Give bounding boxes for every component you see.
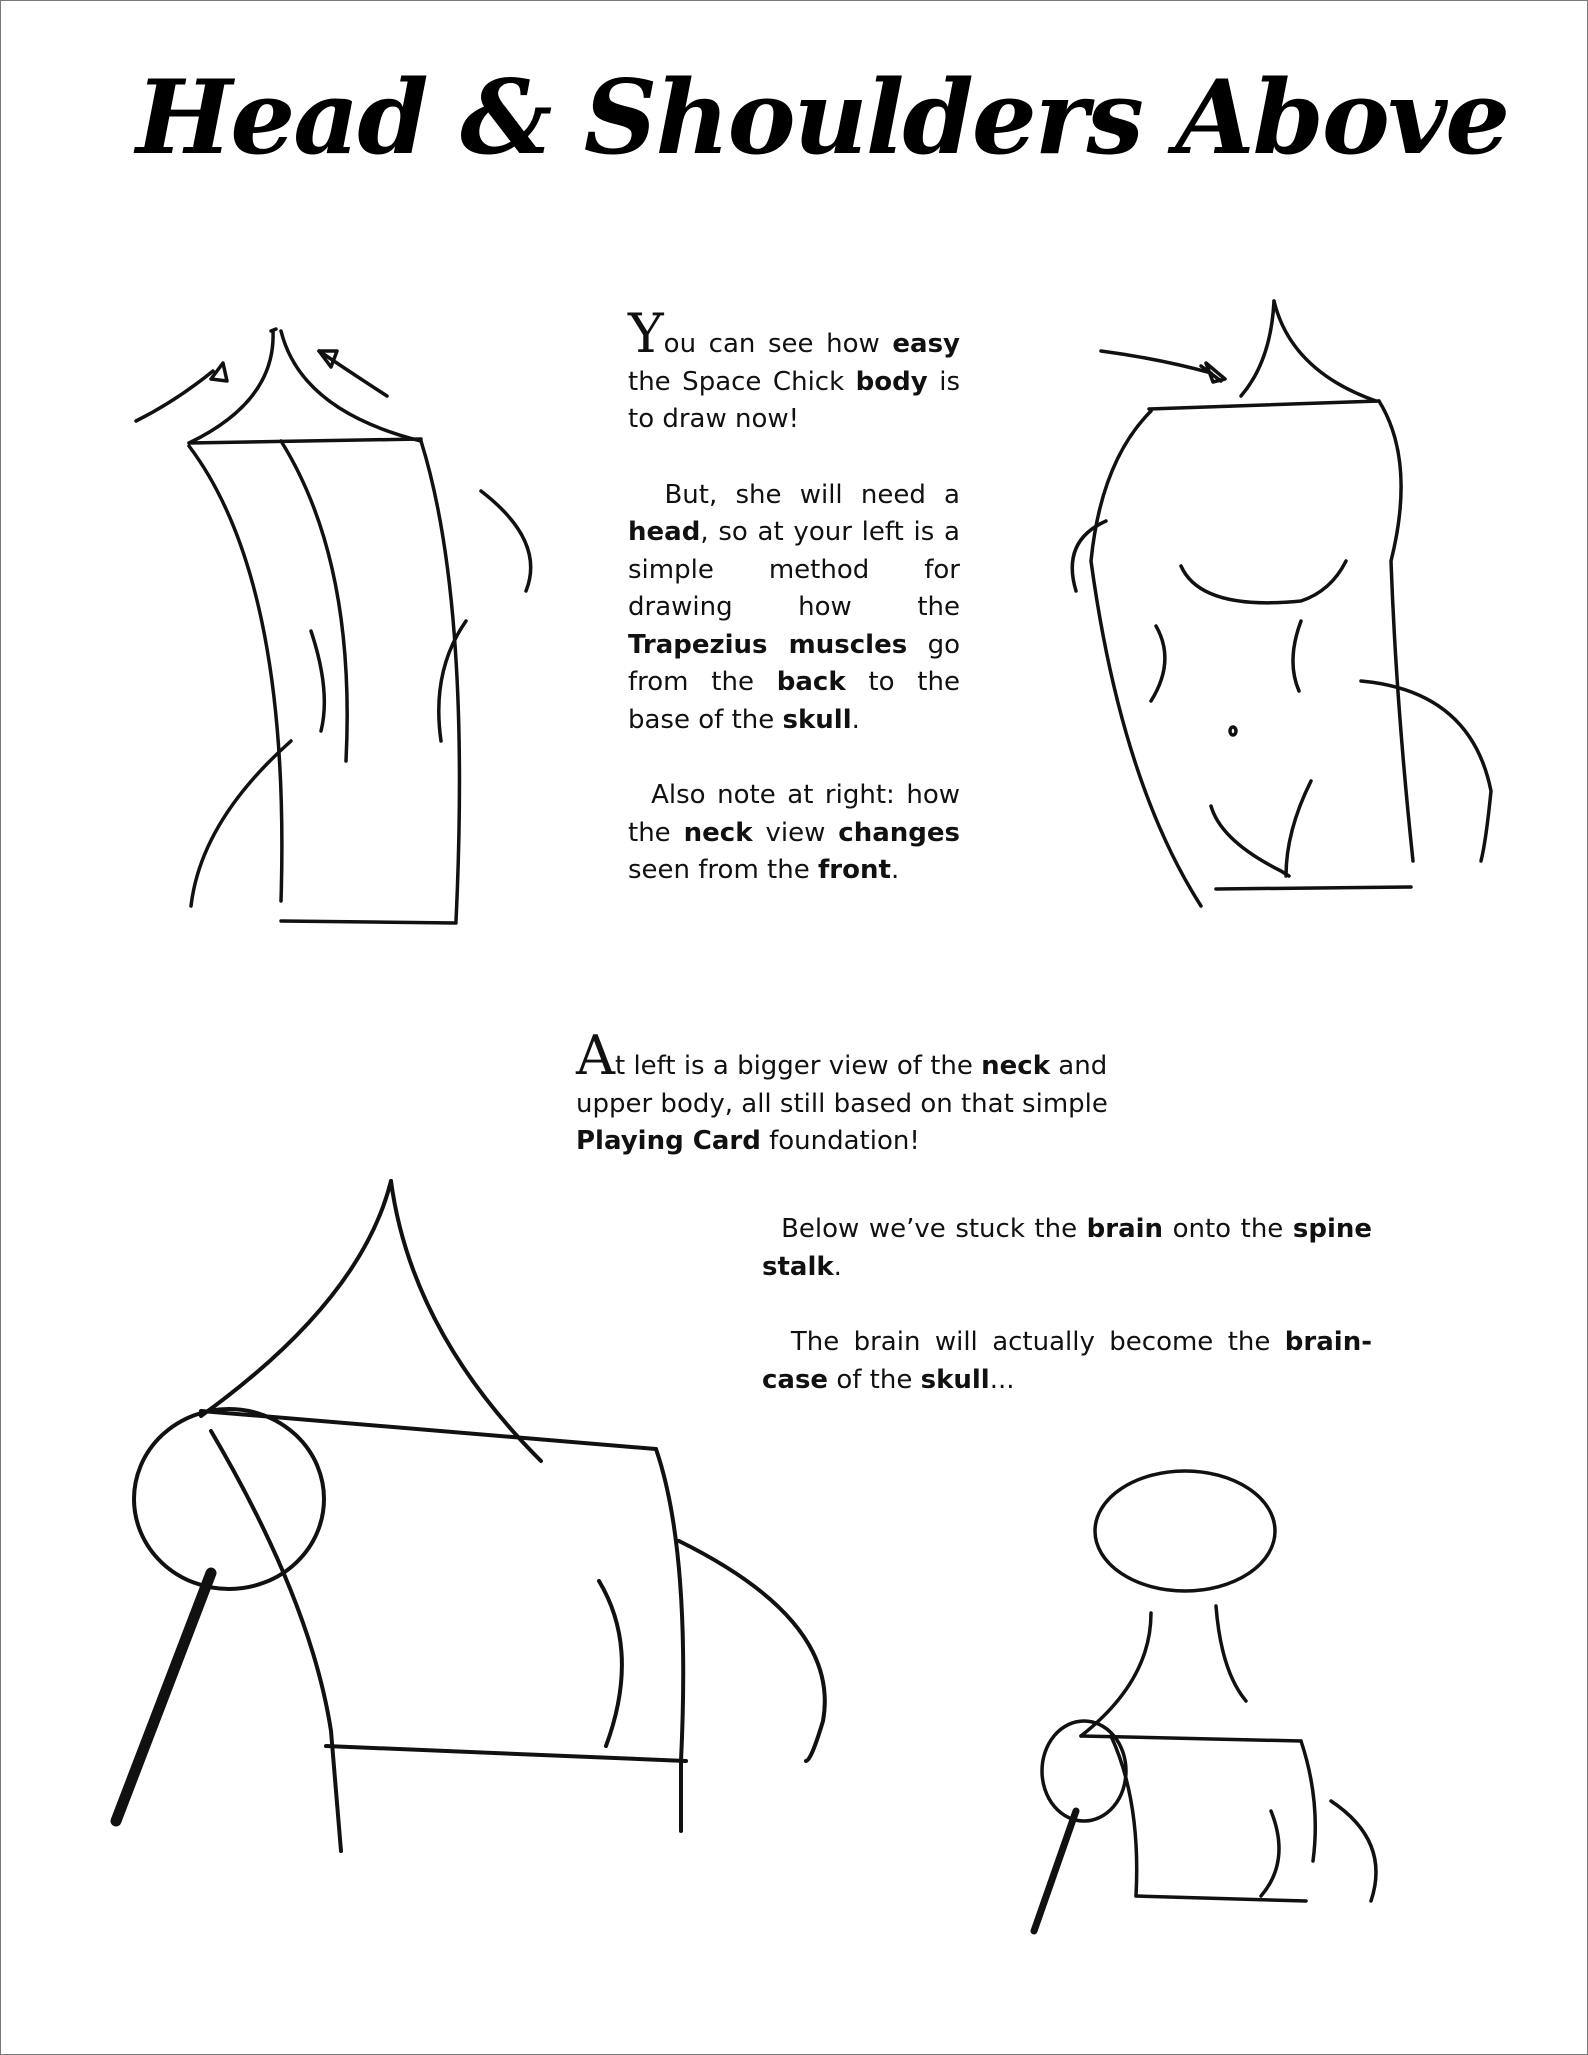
intro-paragraph-2: But, she will need a head, so at your left is a simple method for drawing how the Trapezius muscles go from the back to the base of the skull. [628,479,960,735]
brain-paragraph-1: Below we’ve stuck the brain onto the spine stalk. [762,1214,1373,1282]
torso-front-view-sketch [1072,301,1491,906]
neck-and-upper-body-closeup-sketch [116,1181,825,1851]
page-title: Head & Shoulders Above [136,58,1509,178]
brain-paragraph-2: The brain will actually become the brain-case of the skull... [762,1327,1372,1395]
neck-paragraph: At left is a bigger view of the neck and upper body, all still based on that simple Playing Card foundation! [576,1024,1108,1156]
brain-on-spine-stalk-sketch [1034,1471,1376,1931]
intro-paragraph-1: You can see how easy the Space Chick body is to draw now! [628,302,960,434]
drop-cap: Y [628,302,664,365]
torso-back-view-sketch [136,329,531,923]
sketches-layer [1,1,1588,2055]
intro-paragraph-3: Also note at right: how the neck view changes seen from the front. [628,780,960,885]
drop-cap: A [576,1024,615,1087]
